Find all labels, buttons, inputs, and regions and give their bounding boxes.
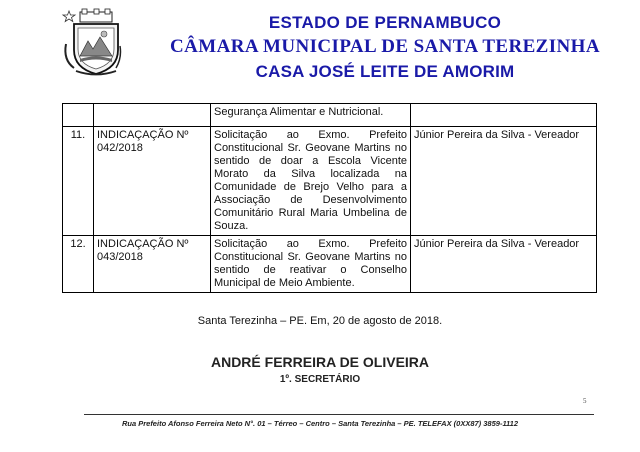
table-row (63, 104, 597, 127)
cell-indication (94, 104, 211, 127)
cell-indication: INDICAÇAÇÃO Nº 042/2018 (94, 127, 211, 236)
signer-name: ANDRÉ FERREIRA DE OLIVEIRA (210, 354, 430, 370)
signer-role: 1º. SECRETÁRIO (279, 374, 361, 385)
cell-subject: Solicitação ao Exmo. Prefeito Constitucional Sr. Geovane Martins no sentido de reativar o Conselho Municipal de Meio Ambiente. (211, 236, 411, 293)
coat-of-arms-icon (60, 8, 122, 78)
cell-author: Júnior Pereira da Silva - Vereador (411, 236, 597, 293)
cell-author (411, 104, 597, 127)
page-number: 5 (583, 397, 587, 405)
table-row (63, 236, 597, 293)
header-chamber: CÂMARA MUNICIPAL DE SANTA TEREZINHA (170, 36, 600, 57)
footer-address: Rua Prefeito Afonso Ferreira Neto N°. 01 – Térreo – Centro – Santa Terezinha – PE. TELEFAX (0XX87) 3859-1112 (121, 419, 519, 428)
indications-table (62, 103, 597, 293)
header-house: CASA JOSÉ LEITE DE AMORIM (255, 62, 515, 81)
cell-number: 11. (63, 127, 94, 236)
table-row (63, 127, 597, 236)
cell-number (63, 104, 94, 127)
footer-divider (84, 414, 594, 415)
place-date: Santa Terezinha – PE. Em, 20 de agosto de 2018. (197, 315, 443, 327)
cell-subject: Segurança Alimentar e Nutricional. (211, 104, 411, 127)
cell-subject: Solicitação ao Exmo. Prefeito Constitucional Sr. Geovane Martins no sentido de doar a Escola Vicente Morato da Silva localizada na Comunidade de Brejo Velho para a Associação de Desenvolvimento Comunitário Rural Maria Umbelina de Souza. (211, 127, 411, 236)
cell-indication: INDICAÇAÇÃO Nº 043/2018 (94, 236, 211, 293)
header-state: ESTADO DE PERNAMBUCO (268, 13, 502, 32)
cell-author: Júnior Pereira da Silva - Vereador (411, 127, 597, 236)
cell-number: 12. (63, 236, 94, 293)
